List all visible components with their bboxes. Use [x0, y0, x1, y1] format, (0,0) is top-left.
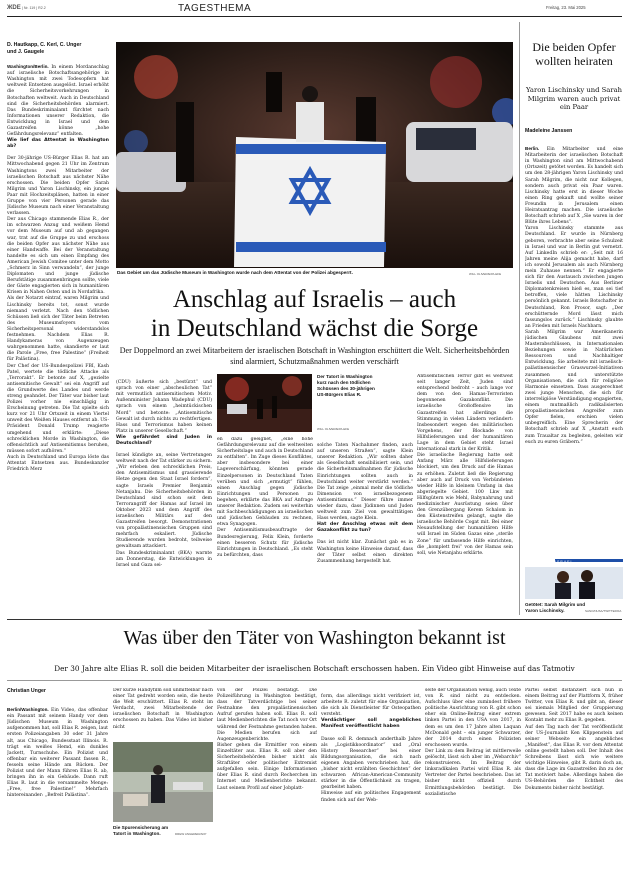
- article1-headline: [116, 285, 513, 343]
- sidebar-text: [525, 140, 623, 555]
- header-rule: [7, 16, 622, 17]
- newspaper-logo: ЖDE: [7, 5, 21, 11]
- article1-col1: [7, 58, 109, 613]
- article2-photo-caption: Die Spurensicherung am Tatort in Washington.: [113, 825, 169, 836]
- article1-authors: D. Hautkapp, C. Kerl, C. Unger und J. Gaugele: [7, 42, 82, 55]
- article2-photo: [113, 742, 213, 822]
- article2-col1: [7, 701, 108, 869]
- crime-scene-night-image: [217, 374, 312, 432]
- article2-col4-para2: Dasse soll R. demnach anderthalb Jahre als „Logistikkoordinator“ und „Oral History Researcher“ bei einer Bildungsorganisation, die sich nach eigenen Angaben verschrieben hat, die „bisher nicht erzählten Geschichten“ der schwarzen African-American-Community stärker in die Öffentlichkeit zu tragen, gearbeitet haben. Hinweise auf ein politisches Engagement finden sich auf der Web-: [321, 736, 421, 803]
- subhead-jews-germany: Wie gefährdet sind Juden in Deutschland?: [116, 434, 212, 446]
- sidebar-headline: Die beiden Opfer wollten heiraten: [532, 40, 616, 68]
- inset-caption: Der Tatort in Washington kurz nach den tödlichen Schüssen des 30-jährigen US-Bürgers Elias R.: [317, 374, 375, 397]
- headline-line2: in Deutschland wächst die Sorge: [150, 315, 479, 342]
- inset-credit: WILL OLIVER/EPA-EFE: [317, 427, 350, 431]
- sidebar-body: Ein Mitarbeiter und eine Mitarbeiterin der israelischen Botschaft in Washington sind am Mittwochabend (Ortszeit) getötet worden. Es handelt sich um den 28-jährigen Yaron Lischinsky und Sarah Milgrim, die nicht nur Kollegen, sondern auch privat ein Paar waren. Lischinsky hatte erst in dieser Woche einen Ring gekauft und wollte seiner Freundin in Jerusalem einen Heiratsantrag machen. Die israelische Botschaft schrieb auf X „Sie waren in der Blüte ihres Lebens“. Yaron Lischinsky stammte aus Deutschland. Er wurde in Nürnberg geboren, verbrachte aber seine Schulzeit in Israel und war in Berlin gut vernetzt. Auf LinkedIn schrieb er: „Seit mit 16 Jahren meine Alija gemacht habe, darf ich sowohl Jerusalem als auch Nürnberg mein Zuhause nennen.“ Er engagierte sich für den Austausch zwischen jungen Israelis und Deutschen. Aus Berliner Diplomatenkreisen hieß es, man sei tief betroffen, viele hätten Lischinsky persönlich gekannt. Israels Botschafter in Deutschland, Ron Prosor, sagt: „Der erschütternde Mord lässt mich fassungslos zurück.“ Lischinsky glaubte an Frieden mit Israels Nachbarn. Sarah Milgrim war Amerikanerin jüdischen Glaubens mit zwei Masterabschlüssen, in Internationalen Beziehungen sowie in Natürlichen Ressourcen und Nachhaltiger Entwicklung. Sie arbeitete mit israelisch-palästinensischer Graswurzel-Initiativen zusammen und unterstützte Organisationen, die sich für religiöse Harmonie einsetzen. Dass ausgerechnet zwei junge Menschen, die sich für interreligiöse Verständigung engagierten, einem mutmaßlich radikalisierten propalästinensischen Angreifer zum Opfer fielen, erschien vielen unbegreiflich. Eine Sprecherin der Botschaft schrieb auf X „Anstatt euch zum Traualtar zu begleiten, geleiten wir euch zu euren Gräbern.“: [525, 147, 623, 445]
- main-photo: [116, 42, 513, 268]
- main-photo-credit: WILL OLIVER/EPA-EFE: [469, 272, 502, 276]
- article1-col4-para2: Das ist nicht klar. Zunächst gab es in Washington keine Hinweise darauf, dass der Täter selbst einen direkten Zusammenhang hergestellt hat.: [317, 540, 413, 564]
- sidebar-photo: [525, 559, 623, 599]
- article1-deck: Der Doppelmord an zwei Mitarbeitern der israelischen Botschaft in Washington erschüttert die Welt. Sicherheitsbehörden sind alarmiert, Schutzmaßnahmen werden verschärft: [119, 346, 510, 366]
- sidebar-deck: Yaron Lischinsky und Sarah Milgrim waren auch privat ein Paar: [525, 86, 623, 111]
- dateline: Washington/Berlin.: [7, 64, 49, 70]
- article1-col5: Antisemitischen Terror gibt es weltweit seit langer Zeit, Juden sind entsprechend bedroht – auch lange vor dem von den Hamas-Terroristen begonnenen Gazakonflikt. Die israelische Großoffensive im Gazastreifen hat allerdings die Stimmung in vielen Ländern verändert: Insbesondert wegen des militärischen Vorgehens, der Blockade von Hilfslieferungen und der humanitären Lage in dem Gebiet steht Israel international stark in der Kritik. Die israelische Regierung hatte seit Anfang März alle Hilfslieferungen blockiert, um den Druck auf die Hamas zu erhöhen. Zuletzt ließ die Regierung aber auch auf Druck von Verbündeten wieder Hilfe in kleinem Umfang in das abgeriegelte Gebiet. 100 Lkw mit Hilfsgütern wie Mehl, Babynahrung und medizinischer Ausrüstung seien über den Grenzübergang Kerem Schalom in den Küstenstreifen gelangt, sagte die israelische Behörde Cogat mit. Bei einer Neuaufstellung der humanitären Hilfe will Israel im Süden Gazas eine „sterile Zone“ für umfassende Hilfe einrichten, die „komplett frei“ von der Hamas sein soll, wie Netanjahu erklärte.: [417, 374, 513, 556]
- article2-deck: Der 30 Jahre alte Elias R. soll die beiden Mitarbeiter der israelischen Botschaft erschossen haben. Ein Video gibt Hinweise auf das Tatmotiv: [54, 664, 575, 673]
- section-title: TAGESTHEMA: [178, 3, 252, 14]
- article1-col4-para1: solche Taten Nachahmer finden, auch auf unseren Straßen“, sagte Klein unserer Redaktion. „Wir sollten daher als Gesellschaft sensibilisiert sein, und die Sicherheitsmaßnahmen für jüdische Einrichtungen sollten auch in Deutschland weiter verstärkt werden.“ Die Tat zeige „einmal mehr die tödliche Dimension von israelbezogenem Antisemitismus.“ Dieser führe immer wieder dazu, dass Jüdinnen und Juden weltweit zum Ziel von gewalttätigen Hass werden, sagte Klein.: [317, 443, 413, 522]
- article2-headline: Was über den Täter von Washington bekannt ist: [123, 627, 506, 649]
- main-photo-caption: Das Gebiet um das Jüdische Museum in Washington wurde nach dem Attentat von der Polizei abgesperrt.: [117, 270, 353, 275]
- inset-photo: [217, 374, 312, 432]
- sidebar-author: Madeleine Janssen: [525, 128, 573, 134]
- article2-col5: seite der Organisation wenig, auch Texte von R. sind nicht zu entdecken. Aufschluss über eine zumindest frühere politische Ausrichtung von R. gibt schon eher ein Online-Beitrag einer extrem linken Partei in den USA von 2017, in dem es um den 17 Jahre alten Laquan McDonald geht – ein junger Schwarzer, der 2014 durch einen Polizisten erschossen wurde. Der Link zu dem Beitrag ist mittlerweile gelöscht, lässt sich aber im „Webarchiv“ rekonstruieren. Im Beitrag der linksradikalen Partei wird Elias R. als Vertreter der Partei beschrieben. Das ist bisher nicht offiziell durch Ermittlungsbehörden bestätigt. Die sozialistische: [425, 688, 521, 797]
- issue-number: | Nr. 119 | R2.2: [22, 6, 46, 10]
- article1-col4: [317, 437, 413, 613]
- headline-line1: Anschlag auf Israelis – auch: [172, 286, 457, 313]
- article1-col2-para1: (CDU) äußerte sich „bestürzt“ und sprach von einer „abscheulichen Tat“ mit vermutlich antisemitischem Motiv. Außenminister Johann Wadephul (CDU) sprach von einem „heimtückischen Mord“ und betonte: „Antisemitische Gewalt ist durch nichts zu rechtfertigen. Hass und Terrorismus haben keinen Platz in unserer Gesellschaft.“: [116, 380, 212, 434]
- article1-col1-para2: Der 30-jährige US-Bürger Elias R. hat am Mittwochabend gegen 21 Uhr im Zentrum Washingtons zwei Mitarbeiter der israelischen Botschaft aus nächster Nähe erschossen. Die beiden Opfer Sarah Milgrim und Yaron Lischinsky, ein junges Paar mit Hochzeitsplänen, hatten in einer Gruppe von vier Personen gerade das Jüdische Museum nach einer Veranstaltung verlassen. Der aus Chicago stammende Elias R., der im schwarzen Anzug und weißem Hemd vor dem Museum auf und ab gegangen war, trat auf die Gruppe zu und erschoss die beiden Opfer aus nächster Nähe aus einer Handwaffe. Bei der Veranstaltung handelte es sich um einen Empfang des American Jewish Comitee unter dem Motto „Schmerz in Sinn verwandeln“, der junge Diplomaten und junge jüdische Berufstätige zusammenbringen sollte, viele der Gäste engagierten sich in humanitären Krisen in Nahen Osten und in Nordafrika. Als der Notarzt eintraf, waren Milgrim und Lischinsky bereits tot, sonst wurde niemand verletzt. Nach den tödlichen Schüssen ließ sich der Täter beim Betreten des Museumsfoyers vom Sicherheitspersonal widerstandslos festnehmen. Nachdem Elias R. Handykameras von Augenzeugen wahrgenommen hatte, skandierte er laut die Parole „Free, free Palestine“ (Freiheit für Palästina). Der Chef der US-Bundespolizei FBI, Kash Patel, wertete die tödliche Attacke als „Terrorakt“. Er betonte auf X, „gezielte antisemitische Gewalt“ sei ein Angriff auf die Grundwerte des Landes und werde streng geahndet. Der Täter war bisher laut Polizei vorher nie einschlägig in Erscheinung getreten. Die Tat spielte sich kurz vor 21 Uhr Ortszeit in einem Viertel unweit des Weißen Hauses entfernt ab. US-Präsident Donald Trump reagierte umgehend und erklärte: „Diese schrecklichen Morde in Washington, die offensichtlich auf Antisemitismus beruhen, müssen sofort aufhören.“ Auch in Deutschland und Europa löste das Attentat Entsetzen aus. Bundeskanzler Friedrich Merz: [7, 156, 109, 473]
- article2-col4-para1: form, das allerdings nicht verifiziert ist, arbeitete R. zuletzt für eine Organisation, die sich als Dienstleister für Osteopathen versteht.: [321, 694, 421, 718]
- subhead-gaza: Hat der Anschlag etwas mit dem Gazakonflikt zu tun?: [317, 522, 413, 534]
- date-line: Freitag, 23. Mai 2025: [546, 5, 586, 10]
- couple-photo-image: [525, 559, 623, 599]
- forensics-scene-image: [113, 742, 213, 822]
- article1-col1-para1: In einem Mordanschlag auf israelische Botschaftsangehörige in Washington mit zwei Todesopfern hat weltweit Entsetzen ausgelöst. Israel erhöht die Sicherheitsvorkehrungen in Botschaften weltweit. Auch in Deutschland sind die Sicherheitsbehörden alarmiert. Das Bundeskriminalamt fürchtet nach Informationen unserer Redaktion, die Entwicklung in Israel und dem Gazastreifen könne „hohe Gefährdungsrelevanz“ entfalten.: [7, 65, 109, 138]
- article1-col2: [116, 374, 212, 613]
- article2-col1-body: Ein Video, das offenbar ein Passant mit seinem Handy vor dem Jüdischen Museum in Washington aufgenommen hat, soll Elias R. zeigen, laut ersten Polizeiangaben 30 oder 31 Jahre alt, aus Chicago, Bundesstaat Illinois. R. trägt ein weißes Hemd, ein dunkles Jackett, Turnschuhe. Ein Polizist und offenbar ein weiterer Passant fassen R., fesseln seine Hände am Rücken. Der Polizist und der Mann führen Elias R. ab, bringen ihn in ein Gebäude. Dann ruft Elias R. laut in die versammelte Menge: „Free, free Palestine!“ Mehrfach hintereinander: „Befreit Palästina“.: [7, 708, 108, 799]
- sidebar-divider: [519, 22, 520, 615]
- article2-col3: von der Polizei bestätigt. Die Polizeiführung in Washington bestätigt, dass der Tatverdächtige bei seiner Festnahme den propalästinensischen Aufruf gerufen haben soll. Elias R. soll laut Medienberichten die Tat noch vor Ort während der Festnahme gestanden haben. Die Medien berufen sich auf Augenzeugenberichte. Bisher gehen die Ermittler von einem Einzeltäter aus. Elias R. soll aber den Sicherheitsbehörden bisher nicht als Straftäter oder politischer Extremist aufgefallen sein. Einige Informationen über Elias R. sind durch Recherchen im Internet und Medienberichte bekannt. Laut seinem Profil auf einer Jobplatt-: [217, 688, 317, 791]
- article2-photo-credit: DREW ANGERER/AFP: [175, 832, 207, 836]
- sidebar-photo-label: ISRAEL: [555, 560, 574, 564]
- article2-deck-rule: [7, 680, 622, 681]
- subhead-attack: Wie lief das Attentat in Washington ab?: [7, 138, 109, 150]
- article2-top-rule: [7, 619, 622, 620]
- article2-col2: Der kurze Handyfilm soll unmittelbar nach einer Tat gedreht worden sein, die heute die Welt erschüttert. Elias R. steht im Verdacht, zwei Mitarbeitende der israelischen Botschaft in Washington erschossen zu haben. Das Video ist bisher nicht: [113, 688, 213, 730]
- article1-col3: en dazu geeignet, „eine hohe Gefährdungsrelevanz auf die weltweiten Sicherheitslage und auch in Deutschland zu entfalten“. Im Zuge dieses Konfliktes, aber insbesondere bei einer Lageverschärfung, könnten gerade Einzelpersonen in Deutschland Taten verüben und sich „ermutigt“ fühlen, einen Anschlag gegen jüdische Einrichtungen und Personen zu begehen, erklärte das BKA auf Anfrage unserer Redaktion. Zudem sei weiterhin mit Sachbeschädigungen an israelischen und jüdischen Gebäuden zu rechnen, etwa Synagogen. Der Antisemitismusbeauftragte der Bundesregierung, Felix Klein, forderte einen besseren Schutz für jüdische Einrichtungen in Deutschland. „Es steht zu befürchten, dass: [217, 437, 313, 558]
- article2-col6: Partei selbst distanziert sich nun in einem Beitrag auf der Plattform X, früher Twitter, von Elias R. und gibt an, dieser sei niemals Mitglied der Gruppierung gewesen. Seit 2017 habe es auch keinen Kontakt mehr zu Elias R. gegeben. Auf den Tag nach der Tat veröffentlicht der US-Journalist Ken Klippenstein auf seiner Webseite ein angebliches „Manifest“, das Elias R. vor dem Attentat online gestellt haben soll. Der Inhalt des Schreibens lässt sich wie weitere wichtige Hinweise, gibt R. darin doch an, dass die Lage im Gazastreifen ihn zu der Tat motiviert habe. Allerdings haben die US-Behörden die Echtheit des Dokuments bisher nicht bestätigt.: [525, 688, 623, 791]
- sidebar-photo-credit: SANO/NUSA/TWITTER/FA: [585, 609, 622, 613]
- article2-author: Christian Unger: [7, 688, 46, 694]
- article1-col2-para2: Israel kündigte an, seine Vertretungen weltweit nach der Tat stärker zu sichern. „Wir erleben den schrecklichen Preis, den Antisemitismus und grassierende Hetze gegen den Staat Israel fordern“, sagte Israels Premier Benjamin Netanjahu. Die Sicherheitsbehörden in Deutschland sind schon seit dem Terrorangriff der Hamas auf Israel im Oktober 2023 und dem Angriff des israelischen Militärs auf den Gazastreifen besorgt. Demonstrationen von propalästinensischen Gruppen sind mehrfach eskaliert. Jüdische Studierende wurden bedroht, teilweise gewaltsam attackiert. Das Bundeskriminalamt (BKA) warnte am Donnerstag, die Entwicklungen in Israel und Gaza sei-: [116, 453, 212, 568]
- article2-col4: [321, 688, 421, 869]
- article2-dateline: Berlin/Washington.: [7, 707, 49, 713]
- sidebar-photo-caption: Getötet: Sarah Milgrim und Yaron Lischinsky.: [525, 602, 586, 613]
- subhead-manifest: Verdächtiger soll angebliches Manifest veröffentlicht haben: [321, 718, 421, 730]
- sidebar-dateline: Berlin.: [525, 146, 540, 152]
- crime-scene-image: [116, 42, 513, 268]
